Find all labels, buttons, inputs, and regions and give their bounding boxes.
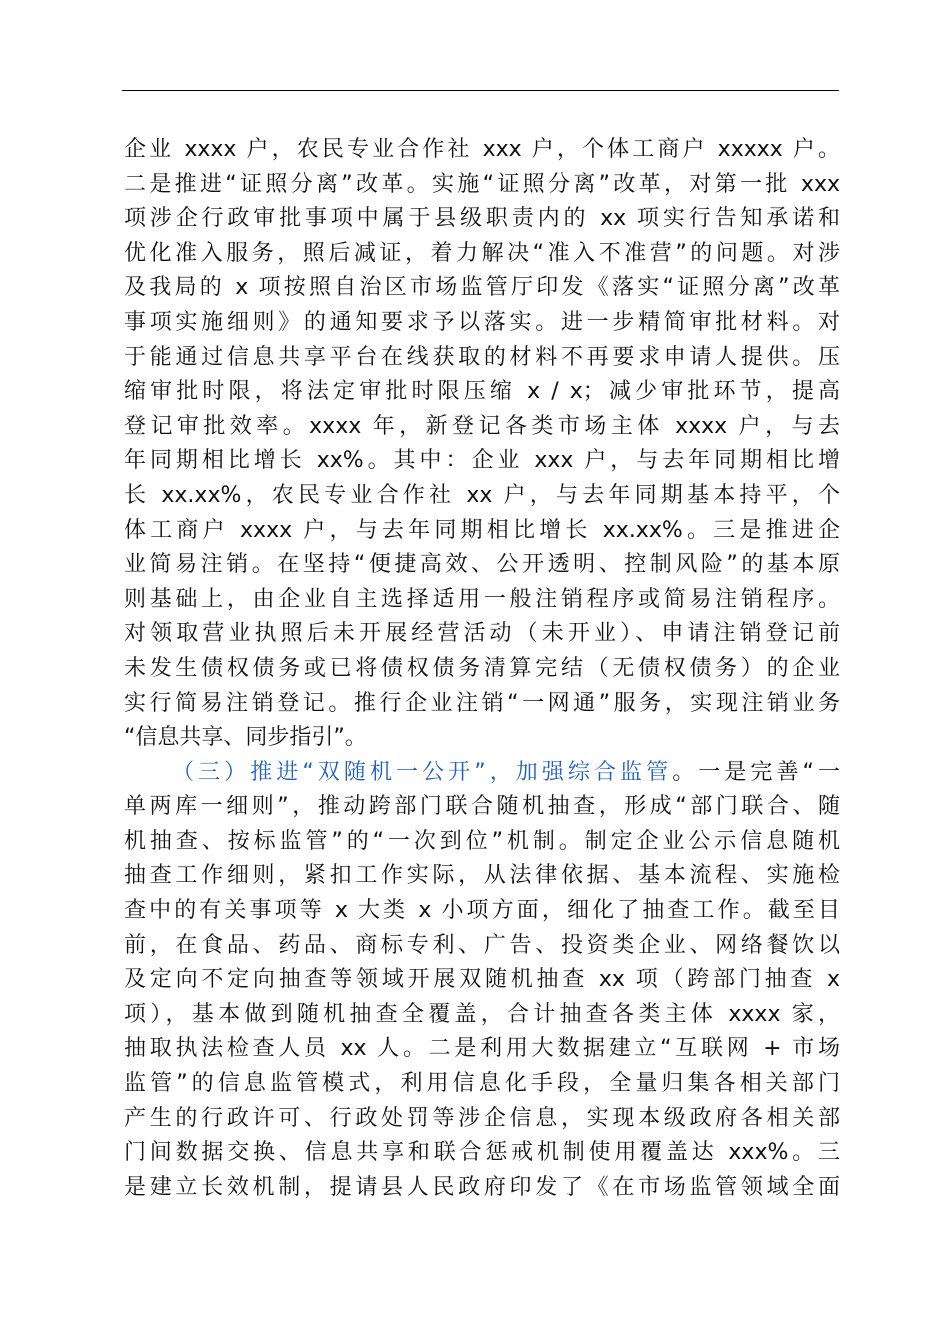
text-line: 缩审批时限，将法定审批时限压缩 x / x；减少审批环节，提高 [124, 379, 840, 405]
text-line: 企业 xxxx 户，农民专业合作社 xxx 户，个体工商户 xxxxx 户。 [124, 137, 840, 162]
text-line: 实行简易注销登记。推行企业注销“一网通”服务，实现注销业务 [124, 690, 840, 716]
text-line: 事项实施细则》的通知要求予以落实。进一步精简审批材料。对 [124, 309, 840, 335]
text-line: 项涉企行政审批事项中属于县级职责内的 xx 项实行告知承诺和 [124, 206, 840, 232]
text-line: 长 xx.xx%，农民专业合作社 xx 户，与去年同期基本持平，个 [124, 482, 840, 508]
text-line: 及定向不定向抽查等领域开展双随机抽查 xx 项（跨部门抽查 x [124, 967, 840, 993]
text-line: 于能通过信息共享平台在线获取的材料不再要求申请人提供。压 [124, 344, 840, 370]
header-rule [122, 90, 839, 91]
text-line: 则基础上，由企业自主选择适用一般注销程序或简易注销程序。 [124, 586, 840, 612]
text-line: 登记审批效率。xxxx 年，新登记各类市场主体 xxxx 户，与去 [124, 413, 840, 439]
text-line: 产生的行政许可、行政处罚等涉企信息，实现本级政府各相关部 [124, 1105, 840, 1131]
text-line: 抽查工作细则，紧扣工作实际，从法律依据、基本流程、实施检 [124, 863, 840, 889]
text-line: 年同期相比增长 xx%。其中：企业 xxx 户，与去年同期相比增 [124, 448, 840, 474]
text-line: 体工商户 xxxx 户，与去年同期相比增长 xx.xx%。三是推进企 [124, 517, 840, 543]
text-line: 未发生债权债务或已将债权债务清算完结（无债权债务）的企业 [124, 655, 840, 681]
section-first-line [124, 756, 840, 791]
section-first-line-rest: 。一是完善“一 [672, 759, 840, 785]
text-line: 对领取营业执照后未开展经营活动（未开业）、申请注销登记前 [124, 621, 840, 647]
text-line: 抽取执法检查人员 xx 人。二是利用大数据建立“互联网 + 市场 [124, 1036, 840, 1062]
text-line: 业简易注销。在坚持“便捷高效、公开透明、控制风险”的基本原 [124, 552, 840, 578]
text-line: 机抽查、按标监管”的“一次到位”机制。制定企业公示信息随机 [124, 828, 840, 854]
text-line: 二是推进“证照分离”改革。实施“证照分离”改革，对第一批 xxx [124, 171, 840, 197]
document-body [124, 133, 840, 1205]
text-line: 单两库一细则”，推动跨部门联合随机抽查，形成“部门联合、随 [124, 794, 840, 820]
text-line: 及我局的 x 项按照自治区市场监管厅印发《落实“证照分离”改革 [124, 275, 840, 301]
text-line: 项），基本做到随机抽查全覆盖，合计抽查各类主体 xxxx 家， [124, 1001, 840, 1027]
text-line: 是建立长效机制，提请县人民政府印发了《在市场监管领域全面 [124, 1174, 840, 1200]
text-line: 查中的有关事项等 x 大类 x 小项方面，细化了抽查工作。截至目 [124, 898, 840, 924]
text-line: 优化准入服务，照后减证，着力解决“准入不准营”的问题。对涉 [124, 240, 840, 266]
section-heading: （三）推进“双随机一公开”，加强综合监管 [172, 759, 673, 785]
text-line: 监管”的信息监管模式，利用信息化手段，全量归集各相关部门 [124, 1071, 840, 1097]
text-line: 门间数据交换、信息共享和联合惩戒机制使用覆盖达 xxx%。三 [124, 1140, 840, 1166]
text-line: 前，在食品、药品、商标专利、广告、投资类企业、网络餐饮以 [124, 932, 840, 958]
text-line: “信息共享、同步指引”。 [124, 725, 367, 751]
